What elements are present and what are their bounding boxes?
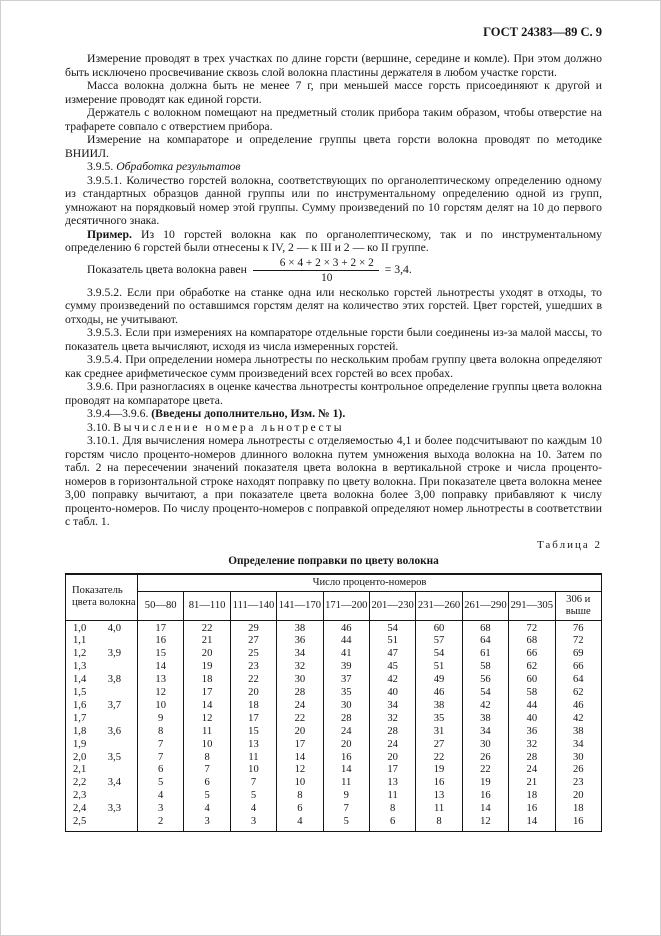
- indicator-left-value: 2,2: [73, 777, 87, 789]
- formula-result: = 3,4.: [381, 262, 412, 276]
- correction-value-cell: 18: [230, 700, 276, 713]
- page-header: [65, 25, 602, 40]
- table-row: [66, 713, 602, 726]
- correction-value-cell: 62: [555, 687, 601, 700]
- correction-value-cell: 10: [277, 777, 323, 790]
- correction-value-cell: 49: [416, 674, 462, 687]
- text-segment: Обработка результатов: [116, 160, 241, 173]
- indicator-left-value: 2,0: [73, 751, 87, 763]
- table-row: [66, 620, 602, 635]
- correction-value-cell: 14: [277, 752, 323, 765]
- indicator-cell: [66, 752, 138, 765]
- indicator-right-value: 4,0: [107, 622, 121, 634]
- correction-value-cell: 10: [138, 700, 184, 713]
- table-row: [66, 661, 602, 674]
- text-segment: Вычисление номера льнотресты: [113, 420, 345, 434]
- correction-table: [65, 573, 602, 833]
- indicator-cell: [66, 739, 138, 752]
- correction-value-cell: 30: [277, 674, 323, 687]
- correction-value-cell: 46: [555, 700, 601, 713]
- para-holder: [65, 106, 602, 133]
- table-title: Определение поправки по цвету волокна: [228, 554, 439, 567]
- correction-value-cell: 8: [277, 790, 323, 803]
- correction-value-cell: 29: [230, 620, 276, 635]
- correction-value-cell: 21: [184, 635, 230, 648]
- correction-value-cell: 11: [323, 777, 369, 790]
- correction-value-cell: 20: [369, 752, 415, 765]
- correction-value-cell: 13: [369, 777, 415, 790]
- table-row: [66, 739, 602, 752]
- correction-value-cell: 34: [277, 648, 323, 661]
- correction-value-cell: 61: [462, 648, 508, 661]
- indicator-left-value: 1,9: [73, 738, 87, 750]
- correction-value-cell: 17: [277, 739, 323, 752]
- correction-value-cell: 46: [416, 687, 462, 700]
- indicator-right-value: 3,8: [107, 674, 121, 686]
- correction-value-cell: 17: [138, 620, 184, 635]
- correction-value-cell: 22: [462, 764, 508, 777]
- text-segment: 3.9.4—3.9.6.: [87, 407, 152, 420]
- correction-value-cell: 32: [369, 713, 415, 726]
- text-segment: Держатель с волокном помещают на предметный столик прибора таким образом, чтобы отверстие на трафарете совпало с отверстием прибора.: [65, 106, 602, 133]
- table-row: [66, 816, 602, 831]
- para-3-9-5-1: [65, 174, 602, 228]
- text-segment: 3.9.6. При разногласиях в оценке качества льнотресты контрольное определение группы цвета волокна проводят на компараторе цвета.: [65, 380, 602, 407]
- correction-value-cell: 64: [555, 674, 601, 687]
- correction-value-cell: 72: [509, 620, 555, 635]
- text-segment: 3.9.5.: [87, 160, 117, 173]
- text-segment: 3.9.5.4. При определении номера льнотресты по нескольким пробам группу цвета волокна определяют как среднее арифметическое сумм произведений всех горстей во всех пробах.: [65, 353, 602, 380]
- correction-value-cell: 27: [416, 739, 462, 752]
- correction-value-cell: 62: [509, 661, 555, 674]
- indicator-right-value: 3,3: [107, 803, 121, 815]
- correction-value-cell: 57: [416, 635, 462, 648]
- indicator-right-value: 3,6: [107, 725, 121, 737]
- table-row: [66, 790, 602, 803]
- correction-value-cell: 40: [369, 687, 415, 700]
- correction-value-cell: 7: [230, 777, 276, 790]
- indicator-left-value: 1,1: [73, 635, 87, 647]
- correction-value-cell: 54: [462, 687, 508, 700]
- correction-value-cell: 12: [138, 687, 184, 700]
- correction-value-cell: 60: [416, 620, 462, 635]
- correction-value-cell: 16: [416, 777, 462, 790]
- indicator-cell: [66, 687, 138, 700]
- correction-value-cell: 34: [555, 739, 601, 752]
- correction-value-cell: 38: [416, 700, 462, 713]
- correction-value-cell: 45: [369, 661, 415, 674]
- para-3-9-5-4: [65, 353, 602, 380]
- para-3-9-5-3: [65, 326, 602, 353]
- col-header-color-indicator: Показатель цвета волокна: [66, 574, 138, 621]
- table-row: [66, 752, 602, 765]
- table-row: [66, 777, 602, 790]
- col-header-range: 201—230: [369, 591, 415, 620]
- col-header-range: 81—110: [184, 591, 230, 620]
- correction-value-cell: 22: [416, 752, 462, 765]
- correction-value-cell: 28: [509, 752, 555, 765]
- indicator-cell: [66, 648, 138, 661]
- correction-value-cell: 19: [184, 661, 230, 674]
- correction-value-cell: 47: [369, 648, 415, 661]
- correction-value-cell: 10: [184, 739, 230, 752]
- correction-value-cell: 58: [462, 661, 508, 674]
- correction-value-cell: 20: [555, 790, 601, 803]
- correction-value-cell: 20: [323, 739, 369, 752]
- correction-value-cell: 30: [323, 700, 369, 713]
- correction-value-cell: 38: [555, 726, 601, 739]
- correction-value-cell: 23: [230, 661, 276, 674]
- correction-value-cell: 68: [462, 620, 508, 635]
- correction-value-cell: 17: [184, 687, 230, 700]
- col-header-range: 306 и выше: [555, 591, 601, 620]
- text-segment: Пример.: [87, 227, 132, 241]
- correction-value-cell: 3: [184, 816, 230, 831]
- text-segment: 3.9.5.2. Если при обработке на станке одна или несколько горстей льнотресты уходят в отходы, то сумму произведений по оставшимся горстям делят на количество этих горстей. Цвет горстей, ушедших в отходы, не учитывают.: [65, 285, 602, 326]
- correction-value-cell: 11: [416, 803, 462, 816]
- correction-value-cell: 35: [323, 687, 369, 700]
- correction-table-head: [66, 574, 602, 621]
- indicator-cell: [66, 777, 138, 790]
- table-row: [66, 648, 602, 661]
- correction-value-cell: 5: [323, 816, 369, 831]
- correction-value-cell: 27: [230, 635, 276, 648]
- correction-value-cell: 72: [555, 635, 601, 648]
- correction-value-cell: 14: [462, 803, 508, 816]
- para-mass: [65, 79, 602, 106]
- indicator-left-value: 1,8: [73, 725, 87, 737]
- correction-value-cell: 16: [462, 790, 508, 803]
- indicator-right-value: 3,4: [107, 777, 121, 789]
- correction-value-cell: 68: [509, 635, 555, 648]
- col-header-range: 111—140: [230, 591, 276, 620]
- correction-value-cell: 24: [277, 700, 323, 713]
- para-formula: [65, 257, 602, 284]
- indicator-left-value: 1,2: [73, 648, 87, 660]
- col-group-header-percent-numbers: Число проценто-номеров: [138, 574, 602, 592]
- correction-value-cell: 58: [509, 687, 555, 700]
- para-3-10: [65, 421, 602, 435]
- correction-value-cell: 3: [230, 816, 276, 831]
- correction-value-cell: 28: [277, 687, 323, 700]
- correction-value-cell: 5: [230, 790, 276, 803]
- indicator-left-value: 2,3: [73, 790, 87, 802]
- correction-value-cell: 12: [184, 713, 230, 726]
- correction-value-cell: 28: [369, 726, 415, 739]
- correction-value-cell: 76: [555, 620, 601, 635]
- correction-value-cell: 28: [323, 713, 369, 726]
- col-header-range: 141—170: [277, 591, 323, 620]
- correction-value-cell: 12: [277, 764, 323, 777]
- correction-value-cell: 30: [555, 752, 601, 765]
- correction-value-cell: 42: [462, 700, 508, 713]
- para-3-10-1: [65, 434, 602, 529]
- correction-value-cell: 8: [369, 803, 415, 816]
- para-measure-sections: [65, 52, 602, 79]
- correction-value-cell: 2: [138, 816, 184, 831]
- indicator-cell: [66, 790, 138, 803]
- correction-value-cell: 15: [230, 726, 276, 739]
- correction-value-cell: 30: [462, 739, 508, 752]
- indicator-cell: [66, 816, 138, 831]
- correction-value-cell: 39: [323, 661, 369, 674]
- text-segment: (Введены дополнительно, Изм. № 1).: [151, 407, 346, 420]
- text-segment: Из 10 горстей волокна как по органолептическому, так и по инструментальному определению 6 горстей были отнесены к IV, 2 — к III и 2 — ко II группе.: [65, 227, 602, 254]
- correction-value-cell: 7: [138, 752, 184, 765]
- correction-value-cell: 34: [369, 700, 415, 713]
- para-3-9-5: [65, 160, 602, 174]
- correction-value-cell: 51: [369, 635, 415, 648]
- indicator-right-value: 3,5: [107, 751, 121, 763]
- indicator-cell: [66, 726, 138, 739]
- correction-value-cell: 41: [323, 648, 369, 661]
- correction-value-cell: 4: [184, 803, 230, 816]
- correction-value-cell: 14: [184, 700, 230, 713]
- text-segment: 3.10.1. Для вычисления номера льнотресты с отделяемостью 4,1 и более подсчитывают по каждым 10 горстям число проценто-номеров длинного волокна путем умножения выхода волокна на 10. Затем по табл. 2 на пересечении значений показателя цвета волокна в вертикальной строке и числа проценто-номеров в горизонтальной строке находят поправку по цвету волокна. При показателе цвета волокна менее 3,00 поправку вычитают, а при показателе цвета волокна более 3,00 поправку прибавляют к числу проценто-номеров. По числу проценто-номеров с поправкой определяют номер льнотресты в соответствии с табл. 1.: [65, 434, 602, 528]
- correction-value-cell: 40: [509, 713, 555, 726]
- correction-value-cell: 22: [184, 620, 230, 635]
- correction-value-cell: 20: [184, 648, 230, 661]
- correction-value-cell: 21: [509, 777, 555, 790]
- correction-value-cell: 26: [462, 752, 508, 765]
- correction-value-cell: 16: [323, 752, 369, 765]
- indicator-left-value: 1,4: [73, 674, 87, 686]
- correction-value-cell: 5: [138, 777, 184, 790]
- correction-value-cell: 8: [184, 752, 230, 765]
- table-row: [66, 674, 602, 687]
- indicator-right-value: 3,7: [107, 699, 121, 711]
- indicator-cell: [66, 700, 138, 713]
- correction-value-cell: 69: [555, 648, 601, 661]
- table-row: [66, 635, 602, 648]
- correction-value-cell: 22: [230, 674, 276, 687]
- para-3-9-5-2: [65, 286, 602, 327]
- text-segment: 3.10.: [87, 420, 114, 434]
- correction-value-cell: 24: [509, 764, 555, 777]
- correction-value-cell: 16: [555, 816, 601, 831]
- table-row: [66, 803, 602, 816]
- text-segment: Масса волокна должна быть не менее 7 г, при меньшей массе горсть присоединяют к другой и измерение проводят как единой горсти.: [65, 79, 602, 106]
- correction-value-cell: 20: [230, 687, 276, 700]
- correction-value-cell: 14: [509, 816, 555, 831]
- correction-value-cell: 11: [184, 726, 230, 739]
- correction-value-cell: 17: [369, 764, 415, 777]
- doc-number: ГОСТ 24383—89 С. 9: [483, 25, 602, 39]
- table-label: Таблица 2: [536, 538, 602, 551]
- indicator-left-value: 1,0: [73, 622, 87, 634]
- correction-value-cell: 6: [184, 777, 230, 790]
- indicator-left-value: 2,4: [73, 803, 87, 815]
- correction-value-cell: 8: [416, 816, 462, 831]
- correction-value-cell: 9: [323, 790, 369, 803]
- indicator-left-value: 1,6: [73, 699, 87, 711]
- correction-value-cell: 22: [277, 713, 323, 726]
- correction-value-cell: 44: [323, 635, 369, 648]
- table-row: [66, 687, 602, 700]
- correction-value-cell: 8: [138, 726, 184, 739]
- correction-table-body: [66, 620, 602, 832]
- correction-value-cell: 11: [230, 752, 276, 765]
- table-row: [66, 700, 602, 713]
- correction-value-cell: 13: [230, 739, 276, 752]
- para-amendment: [65, 407, 602, 421]
- correction-value-cell: 6: [369, 816, 415, 831]
- correction-value-cell: 14: [138, 661, 184, 674]
- correction-value-cell: 19: [416, 764, 462, 777]
- correction-value-cell: 7: [323, 803, 369, 816]
- correction-value-cell: 36: [509, 726, 555, 739]
- correction-value-cell: 18: [509, 790, 555, 803]
- indicator-left-value: 2,5: [73, 816, 87, 828]
- text-segment: Измерение проводят в трех участках по длине горсти (вершине, середине и комле). При этом должно быть исключено просвечивание сквозь слой волокна пластины держателя в любом участке горсти.: [65, 52, 602, 79]
- col-header-range: 50—80: [138, 591, 184, 620]
- correction-value-cell: 6: [277, 803, 323, 816]
- indicator-cell: [66, 803, 138, 816]
- correction-value-cell: 4: [277, 816, 323, 831]
- correction-value-cell: 15: [138, 648, 184, 661]
- indicator-right-value: 3,9: [107, 648, 121, 660]
- correction-value-cell: 7: [184, 764, 230, 777]
- indicator-cell: [66, 635, 138, 648]
- text-segment: Измерение на компараторе и определение группы цвета горсти волокна проводят по методике ВНИИЛ.: [65, 133, 602, 160]
- col-header-range: 231—260: [416, 591, 462, 620]
- correction-value-cell: 66: [509, 648, 555, 661]
- text-segment: 3.9.5.1. Количество горстей волокна, соответствующих по органолептическому определению одному из стандартных образцов данной группы или по инструментальному определению одной из групп, умножают на порядковый номер этой группы. Сумму произведений по 10 горстям делят на 10 до первого десятичного знака.: [65, 173, 602, 227]
- correction-value-cell: 7: [138, 739, 184, 752]
- indicator-cell: [66, 620, 138, 635]
- correction-value-cell: 31: [416, 726, 462, 739]
- indicator-cell: [66, 674, 138, 687]
- para-example: [65, 228, 602, 255]
- correction-value-cell: 26: [555, 764, 601, 777]
- correction-value-cell: 66: [555, 661, 601, 674]
- document-body: [65, 52, 602, 529]
- indicator-left-value: 2,1: [73, 764, 87, 776]
- correction-value-cell: 35: [416, 713, 462, 726]
- correction-value-cell: 42: [369, 674, 415, 687]
- correction-value-cell: 12: [462, 816, 508, 831]
- correction-value-cell: 44: [509, 700, 555, 713]
- correction-value-cell: 54: [369, 620, 415, 635]
- correction-value-cell: 9: [138, 713, 184, 726]
- correction-value-cell: 46: [323, 620, 369, 635]
- correction-value-cell: 32: [509, 739, 555, 752]
- indicator-cell: [66, 713, 138, 726]
- indicator-cell: [66, 661, 138, 674]
- correction-value-cell: 38: [277, 620, 323, 635]
- para-comparator: [65, 133, 602, 160]
- correction-value-cell: 19: [462, 777, 508, 790]
- correction-value-cell: 23: [555, 777, 601, 790]
- correction-value-cell: 11: [369, 790, 415, 803]
- correction-value-cell: 5: [184, 790, 230, 803]
- correction-value-cell: 38: [462, 713, 508, 726]
- correction-value-cell: 20: [277, 726, 323, 739]
- col-header-range: 261—290: [462, 591, 508, 620]
- indicator-left-value: 1,5: [73, 687, 87, 699]
- correction-value-cell: 51: [416, 661, 462, 674]
- correction-value-cell: 3: [138, 803, 184, 816]
- correction-value-cell: 32: [277, 661, 323, 674]
- correction-value-cell: 37: [323, 674, 369, 687]
- col-header-range: 171—200: [323, 591, 369, 620]
- table-row: [66, 764, 602, 777]
- correction-value-cell: 13: [416, 790, 462, 803]
- indicator-left-value: 1,7: [73, 712, 87, 724]
- para-3-9-6: [65, 380, 602, 407]
- correction-value-cell: 16: [138, 635, 184, 648]
- correction-value-cell: 56: [462, 674, 508, 687]
- formula-fraction: $\frac{6 \times 4 + 2 \times 3 + 2 \times 2}{10}$: [253, 257, 379, 284]
- col-header-range: 291—305: [509, 591, 555, 620]
- correction-value-cell: 4: [230, 803, 276, 816]
- correction-value-cell: 18: [555, 803, 601, 816]
- correction-value-cell: 13: [138, 674, 184, 687]
- correction-value-cell: 54: [416, 648, 462, 661]
- indicator-cell: [66, 764, 138, 777]
- correction-value-cell: 24: [323, 726, 369, 739]
- correction-value-cell: 17: [230, 713, 276, 726]
- correction-value-cell: 4: [138, 790, 184, 803]
- text-segment: 3.9.5.3. Если при измерениях на компараторе отдельные горсти были соединены из-за малой массы, то показатель цвета вычисляют, исходя из числа измеренных горстей.: [65, 326, 602, 353]
- correction-value-cell: 10: [230, 764, 276, 777]
- correction-value-cell: 42: [555, 713, 601, 726]
- table-row: [66, 726, 602, 739]
- indicator-left-value: 1,3: [73, 661, 87, 673]
- correction-value-cell: 16: [509, 803, 555, 816]
- correction-value-cell: 24: [369, 739, 415, 752]
- correction-value-cell: 18: [184, 674, 230, 687]
- correction-value-cell: 60: [509, 674, 555, 687]
- formula-lead: Показатель цвета волокна равен: [87, 262, 250, 276]
- correction-value-cell: 64: [462, 635, 508, 648]
- correction-value-cell: 36: [277, 635, 323, 648]
- correction-value-cell: 6: [138, 764, 184, 777]
- correction-value-cell: 34: [462, 726, 508, 739]
- correction-value-cell: 14: [323, 764, 369, 777]
- correction-value-cell: 25: [230, 648, 276, 661]
